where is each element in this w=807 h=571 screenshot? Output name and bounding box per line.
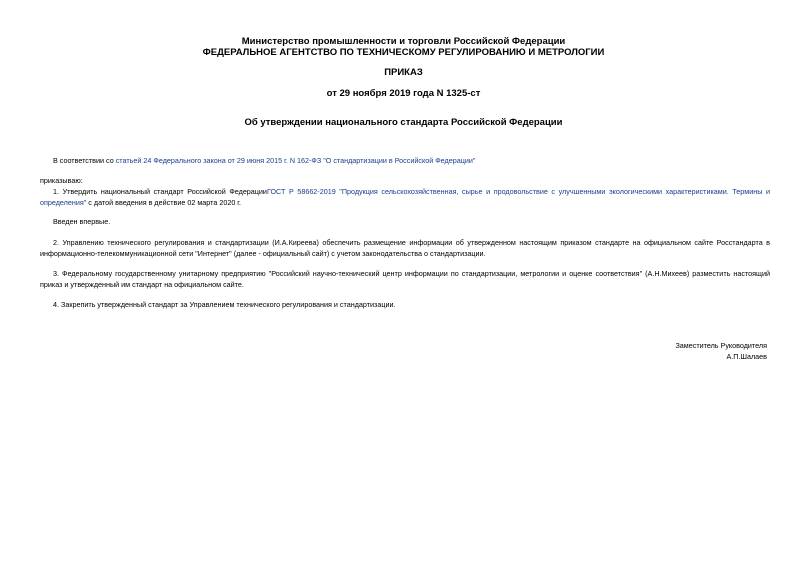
order-word: приказываю: (40, 176, 83, 185)
order-item-4: 4. Закрепить утвержденный стандарт за Управлением технического регулирования и стандартизации. (53, 300, 396, 309)
standard-link[interactable]: ГОСТ Р 58662-2019 "Продукция сельскохозяйственная, сырье и продовольствие с улучшенными экологическими характеристиками. Термины и определения" (40, 187, 770, 207)
document-type: ПРИКАЗ (384, 67, 423, 78)
preamble (40, 156, 770, 167)
item1-suffix: с датой введения в действие 02 марта 2020 г. (86, 197, 242, 207)
document-date-number: от 29 ноября 2019 года N 1325-ст (326, 88, 481, 99)
order-item-1 (40, 187, 770, 208)
document-title: Об утверждении национального стандарта Российской Федерации (244, 117, 563, 128)
item1-text: 1. Утвердить национальный стандарт Российской Федерации (53, 187, 267, 196)
preamble-text: В соответствии со (53, 156, 116, 165)
ministry-heading: Министерство промышленности и торговли Российской Федерации (241, 36, 566, 47)
signer-name: А.П.Шалаев (726, 352, 767, 361)
order-item-2: 2. Управлению технического регулирования и стандартизации (И.А.Киреева) обеспечить размещение информации об утвержденном настоящим приказом стандарте на официальном сайте Росстандарта в информационно-телекоммуникационной сети "Интернет" (далее - официальный сайт) с учетом законодательства о стандартизации. (40, 238, 770, 258)
agency-heading: ФЕДЕРАЛЬНОЕ АГЕНТСТВО ПО ТЕХНИЧЕСКОМУ РЕГУЛИРОВАНИЮ И МЕТРОЛОГИИ (202, 47, 605, 58)
signer-position: Заместитель Руководителя (675, 341, 767, 350)
law-article-link[interactable]: статьей 24 Федерального закона от 29 июня 2015 г. N 162-ФЗ "О стандартизации в Российской Федерации" (115, 156, 476, 165)
order-item-3: 3. Федеральному государственному унитарному предприятию "Российский научно-технический центр информации по стандартизации, метрологии и оценке соответствия" (А.Н.Михеев) разместить настоящий приказ и утвержденный им стандарт на официальном сайте. (40, 269, 770, 289)
introduced-note: Введен впервые. (53, 217, 111, 226)
